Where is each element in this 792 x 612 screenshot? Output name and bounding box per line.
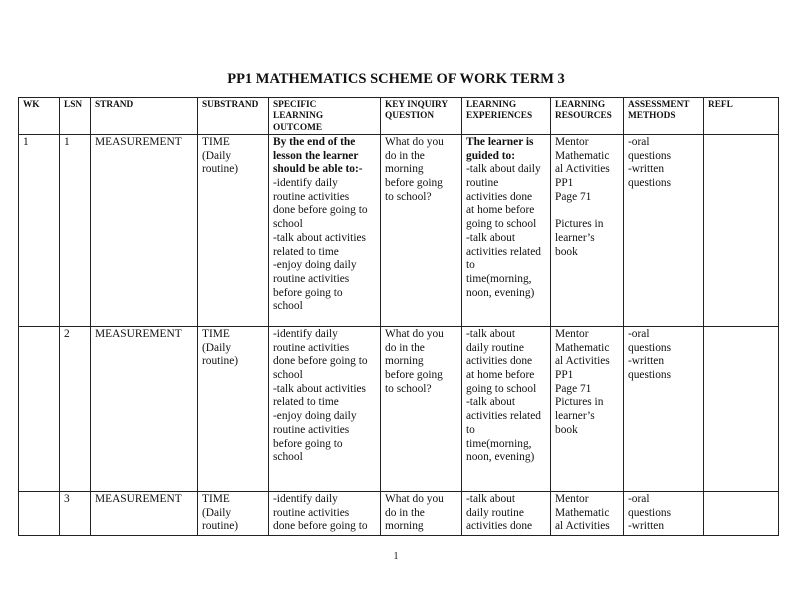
cell-assessment-text: -oral questions -written questions	[628, 135, 672, 189]
cell-experiences-text: -talk about daily routine activities done at home before going to school -talk about activities related to time(morning, noon, evening)	[466, 163, 541, 299]
cell-lsn	[60, 134, 91, 326]
cell-substrand-text: TIME (Daily routine)	[202, 327, 239, 368]
table-row	[19, 134, 779, 326]
scheme-of-work-table	[18, 97, 779, 536]
cell-outcome-bold-intro: By the end of the lesson the learner should be able to:-	[273, 135, 363, 176]
page-number: 1	[393, 551, 399, 562]
cell-assessment-text: -oral questions -written questions	[628, 327, 672, 381]
cell-resources-text: Mentor Mathematic al Activities	[555, 492, 610, 533]
cell-lsn-text: 3	[64, 492, 70, 505]
header-strand: STRAND	[91, 98, 198, 135]
header-refl: REFL	[704, 98, 779, 135]
cell-strand	[91, 491, 198, 535]
cell-experiences	[462, 491, 551, 535]
cell-strand	[91, 326, 198, 491]
header-resources: LEARNING RESOURCES	[551, 98, 624, 135]
header-lsn: LSN	[60, 98, 91, 135]
cell-substrand	[198, 326, 269, 491]
cell-question	[381, 491, 462, 535]
cell-strand	[91, 134, 198, 326]
table-row	[19, 491, 779, 535]
header-assessment: ASSESSMENT METHODS	[624, 98, 704, 135]
cell-substrand	[198, 491, 269, 535]
cell-substrand	[198, 134, 269, 326]
cell-resources	[551, 134, 624, 326]
cell-wk	[19, 326, 60, 491]
cell-question-text: What do you do in the morning	[385, 492, 444, 533]
cell-lsn	[60, 326, 91, 491]
cell-refl	[704, 326, 779, 491]
cell-outcome	[269, 134, 381, 326]
cell-substrand-text: TIME (Daily routine)	[202, 492, 239, 533]
cell-strand-text: MEASUREMENT	[95, 135, 182, 148]
cell-strand-text: MEASUREMENT	[95, 492, 182, 505]
document-title: PP1 MATHEMATICS SCHEME OF WORK TERM 3	[227, 71, 565, 87]
cell-outcome-text: -identify daily routine activities done before going to	[273, 492, 368, 533]
cell-lsn	[60, 491, 91, 535]
cell-assessment	[624, 326, 704, 491]
cell-assessment-text: -oral questions -written	[628, 492, 672, 533]
cell-lsn-text: 1	[64, 135, 70, 148]
cell-experiences-text: -talk about daily routine activities done at home before going to school -talk about activities related to time(morning, noon, evening)	[466, 327, 541, 464]
cell-outcome	[269, 491, 381, 535]
cell-wk	[19, 134, 60, 326]
cell-experiences-bold-intro: The learner is guided to:	[466, 135, 534, 162]
cell-resources-text: Mentor Mathematic al Activities PP1 Page 71 Pictures in learner’s book	[555, 135, 610, 258]
header-question: KEY INQUIRY QUESTION	[381, 98, 462, 135]
cell-refl	[704, 491, 779, 535]
cell-question-text: What do you do in the morning before going to school?	[385, 135, 444, 203]
cell-assessment	[624, 491, 704, 535]
header-wk: WK	[19, 98, 60, 135]
cell-substrand-text: TIME (Daily routine)	[202, 135, 239, 176]
header-experiences: LEARNING EXPERIENCES	[462, 98, 551, 135]
cell-outcome	[269, 326, 381, 491]
cell-wk-text: 1	[23, 135, 29, 148]
cell-question	[381, 326, 462, 491]
cell-resources-text: Mentor Mathematic al Activities PP1 Page 71 Pictures in learner’s book	[555, 327, 610, 436]
cell-question-text: What do you do in the morning before going to school?	[385, 327, 444, 395]
cell-experiences	[462, 326, 551, 491]
header-outcome: SPECIFIC LEARNING OUTCOME	[269, 98, 381, 135]
cell-assessment	[624, 134, 704, 326]
cell-resources	[551, 326, 624, 491]
header-row	[19, 98, 779, 135]
cell-question	[381, 134, 462, 326]
cell-experiences-text: -talk about daily routine activities done	[466, 492, 533, 533]
cell-strand-text: MEASUREMENT	[95, 327, 182, 340]
cell-outcome-text: -identify daily routine activities done before going to school -talk about activities related to time -enjoy doing daily routine activities before going to school	[273, 327, 368, 464]
cell-outcome-text: -identify daily routine activities done before going to school -talk about activities related to time -enjoy doing daily routine activities before going to school	[273, 177, 368, 313]
table-row	[19, 326, 779, 491]
header-substrand: SUBSTRAND	[198, 98, 269, 135]
cell-experiences	[462, 134, 551, 326]
cell-lsn-text: 2	[64, 327, 70, 340]
cell-refl	[704, 134, 779, 326]
cell-resources	[551, 491, 624, 535]
cell-wk	[19, 491, 60, 535]
